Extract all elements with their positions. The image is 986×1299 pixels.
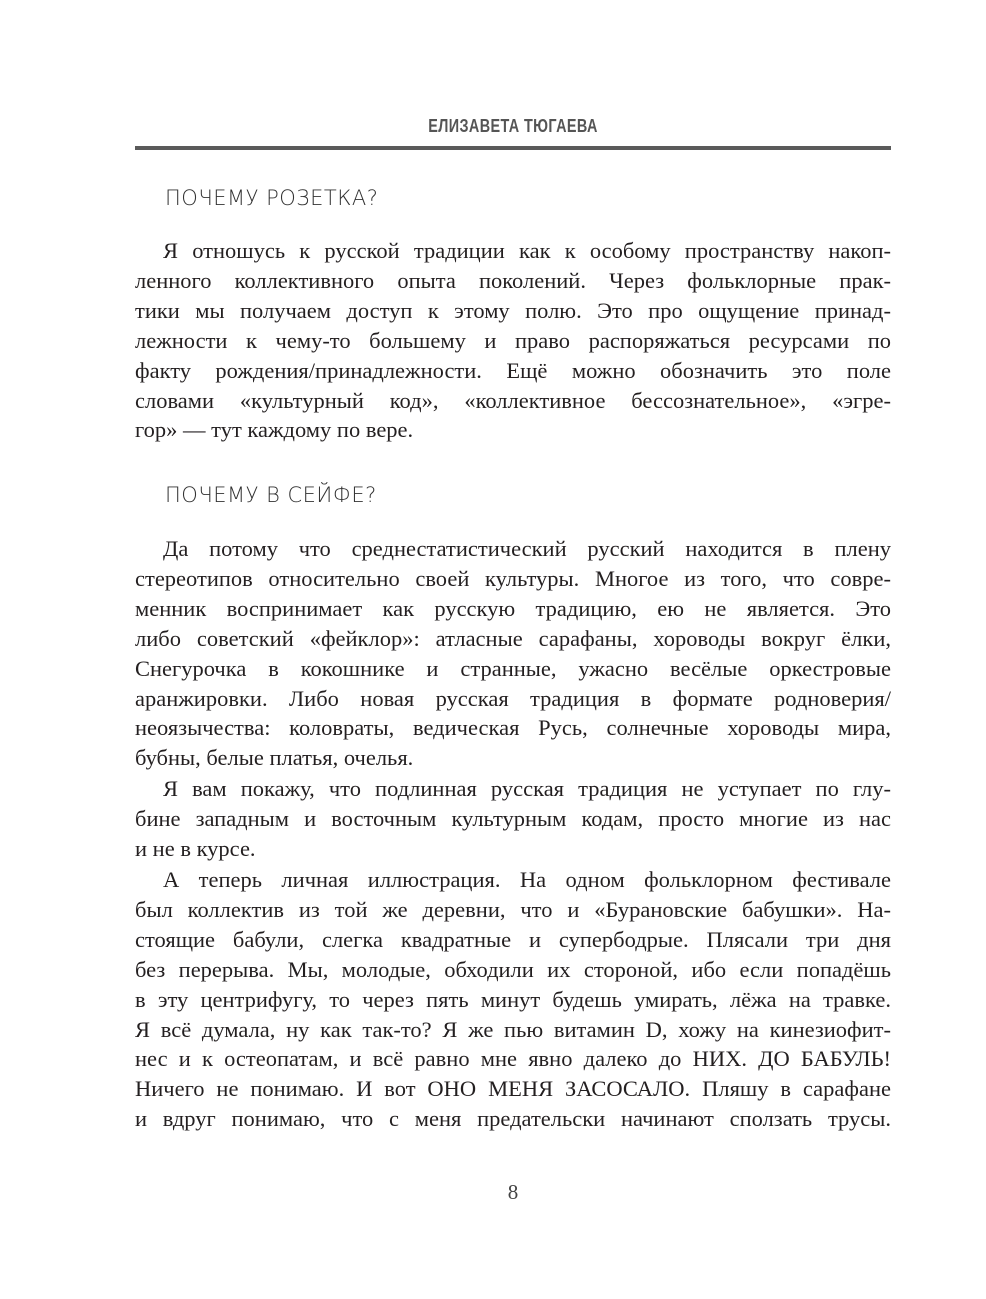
page-number: 8 xyxy=(507,1180,519,1204)
text-line: стоящие бабули, слегка квадратные и супербодрые. Плясали три дня xyxy=(135,926,891,952)
text-line: Я отношусь к русской традиции как к особому пространству накоп- xyxy=(163,238,891,263)
text-line: бине западным и восточным культурным кодам, просто многие из нас xyxy=(135,806,891,832)
text-line: либо советский «фейклор»: атласные сарафаны, хороводы вокруг ёлки, xyxy=(135,625,891,651)
paragraph xyxy=(135,236,891,445)
text-line: Да потому что среднестатистический русский находится в плену xyxy=(163,536,891,561)
header-rule xyxy=(135,146,891,150)
text-line: и вдруг понимаю, что с меня предательски начинают сползать трусы. xyxy=(135,1106,891,1132)
text-line: бубны, белые платья, очелья. xyxy=(135,745,414,771)
text-line: без перерыва. Мы, молодые, обходили их стороной, ибо если попадёшь xyxy=(135,956,891,982)
text-line: факту рождения/принадлежности. Ещё можно обозначить это поле xyxy=(135,357,891,383)
text-line: А теперь личная иллюстрация. На одном фольклорном фестивале xyxy=(163,866,891,892)
paragraph xyxy=(135,534,891,773)
text-line: был коллектив из той же деревни, что и «Бурановские бабушки». На- xyxy=(135,896,891,922)
running-head: ЕЛИЗАВЕТА ТЮГАЕВА xyxy=(428,116,598,136)
text-line: Я всё думала, ну как так-то? Я же пью витамин D, хожу на кинезиофит- xyxy=(135,1016,891,1042)
text-line: в эту центрифугу, то через пять минут будешь умирать, лёжа на травке. xyxy=(135,986,891,1012)
text-line: менник воспринимает как русскую традицию, ею не является. Это xyxy=(135,595,891,621)
text-line: аранжировки. Либо новая русская традиция в формате родноверия/ xyxy=(135,685,891,711)
text-line: нес и к остеопатам, и всё равно мне явно далеко до НИХ. ДО БАБУЛЬ! xyxy=(135,1046,891,1072)
text-line: Ничего не понимаю. И вот ОНО МЕНЯ ЗАСОСАЛО. Пляшу в сарафане xyxy=(135,1076,891,1102)
paragraph xyxy=(135,865,891,1134)
paragraph xyxy=(135,774,891,864)
text-line: Снегурочка в кокошнике и странные, ужасно весёлые оркестровые xyxy=(135,655,891,681)
text-line: Я вам покажу, что подлинная русская традиция не уступает по глу- xyxy=(163,776,891,802)
text-line: гор» — тут каждому по вере. xyxy=(135,417,414,443)
section-body xyxy=(135,236,891,445)
section-heading: ПОЧЕМУ В СЕЙФЕ? xyxy=(165,483,377,507)
text-line: тики мы получаем доступ к этому полю. Это про ощущение принад- xyxy=(135,297,891,323)
text-line: неоязычества: коловраты, ведическая Русь, солнечные хороводы мира, xyxy=(135,715,891,741)
section-heading: ПОЧЕМУ РОЗЕТКА? xyxy=(165,186,379,210)
text-line: лежности к чему-то большему и право распоряжаться ресурсами по xyxy=(135,327,891,353)
section-body xyxy=(135,534,891,1134)
text-line: словами «культурный код», «коллективное бессознательное», «эгре- xyxy=(135,387,891,413)
text-line: стереотипов относительно своей культуры. Многое из того, что совре- xyxy=(135,565,891,591)
text-line: и не в курсе. xyxy=(135,836,256,862)
text-line: ленного коллективного опыта поколений. Через фольклорные прак- xyxy=(135,267,891,293)
